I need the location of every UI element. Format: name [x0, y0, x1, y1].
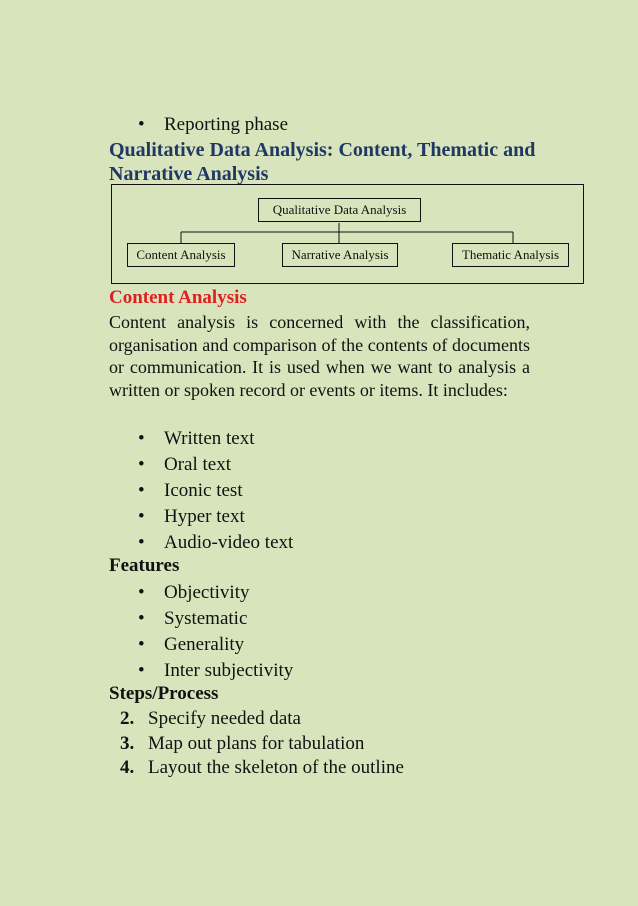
- list-item: [110, 426, 530, 452]
- list-item-text: Systematic: [164, 608, 248, 629]
- section-title: Qualitative Data Analysis: Content, Thematic and Narrative Analysis: [109, 139, 536, 185]
- diagram-node-thematic: Thematic Analysis: [452, 243, 569, 267]
- list-item-text: Audio-video text: [164, 532, 294, 553]
- list-item: [110, 478, 530, 504]
- step-number: 2.: [120, 708, 135, 729]
- list-item: [110, 504, 530, 530]
- list-item-text: Reporting phase: [164, 114, 289, 135]
- step-number: 3.: [120, 732, 135, 754]
- step-text: Map out plans for tabulation: [148, 732, 365, 754]
- features-list: [110, 580, 530, 684]
- list-item: [110, 632, 530, 658]
- bullet-icon: •: [138, 454, 145, 475]
- analysis-diagram: [111, 184, 584, 284]
- step-text: Specify needed data: [148, 708, 301, 729]
- step-item: [110, 756, 530, 781]
- features-heading: Features: [109, 555, 180, 576]
- content-analysis-heading: Content Analysis: [109, 287, 247, 308]
- steps-heading: Steps/Process: [109, 683, 219, 704]
- list-item-text: Hyper text: [164, 506, 245, 527]
- bullet-icon: •: [138, 582, 145, 603]
- steps-list: [110, 707, 530, 781]
- step-text: Layout the skeleton of the outline: [148, 757, 404, 778]
- list-item: [110, 658, 530, 684]
- list-item-text: Objectivity: [164, 582, 250, 603]
- step-number: 4.: [120, 757, 135, 778]
- list-item: [110, 452, 530, 478]
- list-item-text: Oral text: [164, 454, 232, 475]
- bullet-icon: •: [138, 532, 145, 553]
- list-item: [110, 112, 530, 138]
- bullet-icon: •: [138, 114, 145, 135]
- list-item-text: Generality: [164, 634, 245, 655]
- bullet-icon: •: [138, 608, 145, 629]
- bullet-icon: •: [138, 428, 145, 449]
- top-bullet-list: [110, 112, 530, 138]
- bullet-icon: •: [138, 480, 145, 501]
- step-item: [110, 707, 530, 732]
- list-item-text: Inter subjectivity: [164, 660, 294, 681]
- list-item-text: Iconic test: [164, 480, 243, 501]
- diagram-root-node: Qualitative Data Analysis: [258, 198, 421, 222]
- list-item: [110, 606, 530, 632]
- list-item: [110, 530, 530, 556]
- bullet-icon: •: [138, 660, 145, 681]
- bullet-icon: •: [138, 506, 145, 527]
- bullet-icon: •: [138, 634, 145, 655]
- list-item: [110, 580, 530, 606]
- includes-list: [110, 426, 530, 556]
- content-analysis-paragraph: Content analysis is concerned with the classification, organisation and comparison of the contents of documents or communication. It is used when we want to analysis a written or spoken record or events or items. It includes:: [109, 312, 530, 400]
- list-item-text: Written text: [164, 428, 255, 449]
- diagram-node-content: Content Analysis: [127, 243, 235, 267]
- step-item: [110, 732, 530, 757]
- diagram-node-narrative: Narrative Analysis: [282, 243, 398, 267]
